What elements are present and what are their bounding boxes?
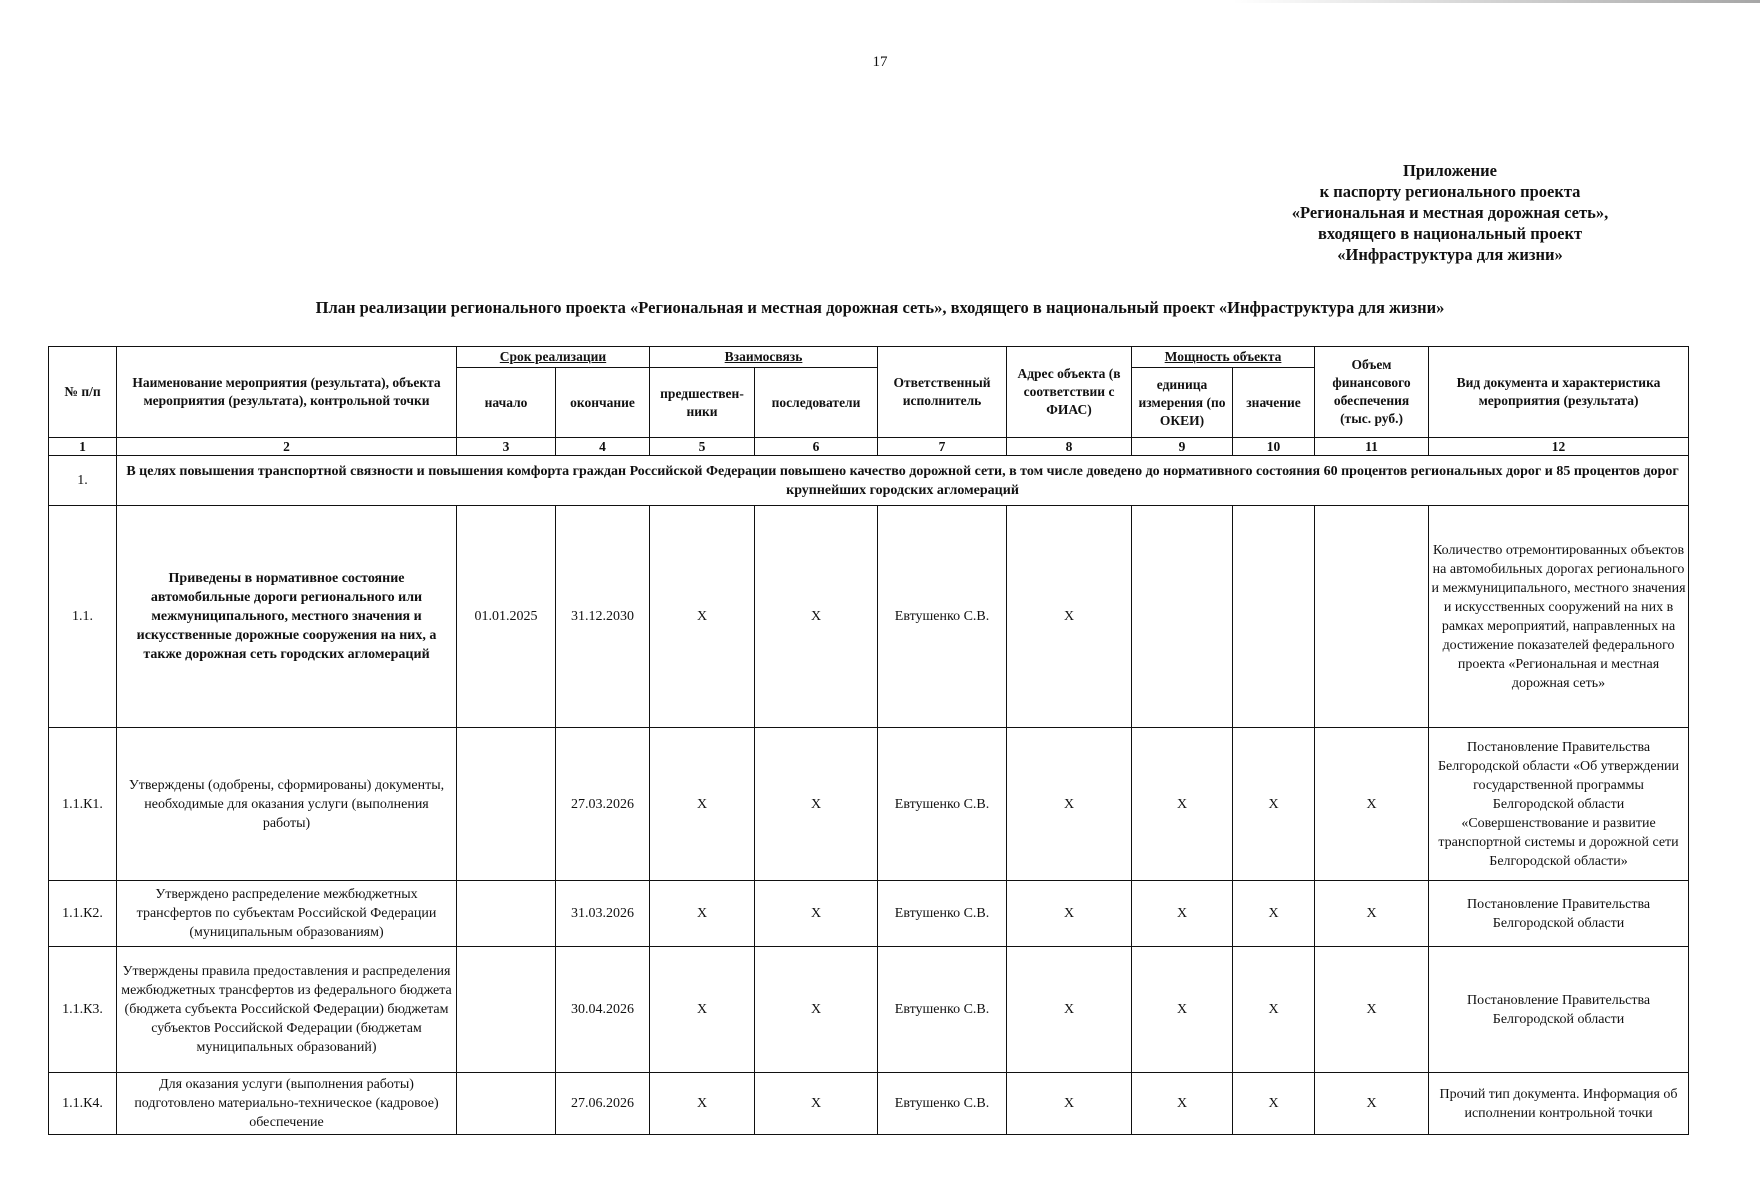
row-unit: X xyxy=(1132,947,1233,1073)
row-end: 30.04.2026 xyxy=(556,947,650,1073)
plan-table xyxy=(48,346,1689,1135)
page-number: 17 xyxy=(872,54,888,70)
column-number: 3 xyxy=(457,438,556,456)
header-predecessors: предшествен-ники xyxy=(650,368,755,438)
row-executor: Евтушенко С.В. xyxy=(878,506,1007,728)
column-number: 1 xyxy=(49,438,117,456)
row-predecessors: X xyxy=(650,881,755,947)
header-term: Срок реализации xyxy=(457,347,650,368)
header-doc: Вид документа и характеристика мероприятия (результата) xyxy=(1429,347,1689,438)
row-address: X xyxy=(1007,1073,1132,1135)
row-executor: Евтушенко С.В. xyxy=(878,947,1007,1073)
row-finance: X xyxy=(1315,947,1429,1073)
row-doc: Постановление Правительства Белгородской области xyxy=(1429,881,1689,947)
header-executor: Ответственный исполнитель xyxy=(878,347,1007,438)
row-predecessors: X xyxy=(650,506,755,728)
header-value: значение xyxy=(1233,368,1315,438)
row-unit: X xyxy=(1132,1073,1233,1135)
row-name: Приведены в нормативное состояние автомобильные дороги регионального или межмуниципального, местного значения и искусственные дорожные сооружения на них, а также дорожная сеть городских агломераций xyxy=(117,506,457,728)
header-address: Адрес объекта (в соответствии с ФИАС) xyxy=(1007,347,1132,438)
row-end: 31.03.2026 xyxy=(556,881,650,947)
row-doc: Постановление Правительства Белгородской области xyxy=(1429,947,1689,1073)
header-start: начало xyxy=(457,368,556,438)
header-relation: Взаимосвязь xyxy=(650,347,878,368)
appendix-heading xyxy=(1230,160,1670,265)
row-doc: Прочий тип документа. Информация об исполнении контрольной точки xyxy=(1429,1073,1689,1135)
row-num: 1.1.К1. xyxy=(49,728,117,881)
row-value: X xyxy=(1233,881,1315,947)
table-row xyxy=(49,1073,1689,1135)
header-successors: последователи xyxy=(755,368,878,438)
plan-title: План реализации регионального проекта «Региональная и местная дорожная сеть», входящего в национальный проект «Инфраструктура для жизни» xyxy=(315,298,1445,317)
table-row xyxy=(49,881,1689,947)
table-row xyxy=(49,506,1689,728)
column-number: 2 xyxy=(117,438,457,456)
row-start xyxy=(457,728,556,881)
row-start xyxy=(457,947,556,1073)
row-num: 1.1.К2. xyxy=(49,881,117,947)
row-num: 1.1.К4. xyxy=(49,1073,117,1135)
row-name: Для оказания услуги (выполнения работы) подготовлено материально-техническое (кадровое) обеспечение xyxy=(117,1073,457,1135)
row-finance xyxy=(1315,506,1429,728)
row-finance: X xyxy=(1315,881,1429,947)
goal-row xyxy=(49,456,1689,506)
appendix-line: входящего в национальный проект xyxy=(1317,224,1583,243)
column-number: 7 xyxy=(878,438,1007,456)
row-successors: X xyxy=(755,1073,878,1135)
table-row xyxy=(49,728,1689,881)
column-number: 10 xyxy=(1233,438,1315,456)
row-doc: Количество отремонтированных объектов на автомобильных дорогах регионального и межмуниципального, местного значения и искусственных сооружений на них в рамках мероприятий, направленных на достижение показателей федерального проекта «Региональная и местная дорожная сеть» xyxy=(1429,506,1689,728)
column-number-row xyxy=(49,438,1689,456)
column-number: 4 xyxy=(556,438,650,456)
row-value: X xyxy=(1233,947,1315,1073)
header-finance: Объем финансового обеспечения (тыс. руб.) xyxy=(1315,347,1429,438)
row-address: X xyxy=(1007,506,1132,728)
scan-edge xyxy=(0,0,1760,3)
row-finance: X xyxy=(1315,728,1429,881)
appendix-line: «Инфраструктура для жизни» xyxy=(1337,245,1563,264)
row-successors: X xyxy=(755,728,878,881)
row-name: Утверждены правила предоставления и распределения межбюджетных трансфертов из федерального бюджета (бюджета субъекта Российской Федерации) бюджетам субъектов Российской Федерации (бюджетам муниципальных образований) xyxy=(117,947,457,1073)
row-unit: X xyxy=(1132,728,1233,881)
row-value: X xyxy=(1233,728,1315,881)
row-predecessors: X xyxy=(650,1073,755,1135)
goal-num: 1. xyxy=(49,456,117,506)
row-doc: Постановление Правительства Белгородской области «Об утверждении государственной программы Белгородской области «Совершенствование и развитие транспортной системы и дорожной сети Белгородской области» xyxy=(1429,728,1689,881)
row-predecessors: X xyxy=(650,947,755,1073)
row-end: 27.06.2026 xyxy=(556,1073,650,1135)
row-name: Утверждены (одобрены, сформированы) документы, необходимые для оказания услуги (выполнения работы) xyxy=(117,728,457,881)
column-number: 9 xyxy=(1132,438,1233,456)
row-num: 1.1.К3. xyxy=(49,947,117,1073)
column-number: 8 xyxy=(1007,438,1132,456)
row-successors: X xyxy=(755,947,878,1073)
row-executor: Евтушенко С.В. xyxy=(878,728,1007,881)
row-value: X xyxy=(1233,1073,1315,1135)
row-start xyxy=(457,1073,556,1135)
row-start xyxy=(457,881,556,947)
header-end: окончание xyxy=(556,368,650,438)
appendix-line: Приложение xyxy=(1402,161,1498,180)
row-value xyxy=(1233,506,1315,728)
table-row xyxy=(49,947,1689,1073)
row-successors: X xyxy=(755,881,878,947)
row-address: X xyxy=(1007,881,1132,947)
column-number: 6 xyxy=(755,438,878,456)
appendix-line: «Региональная и местная дорожная сеть», xyxy=(1291,203,1609,222)
column-number: 11 xyxy=(1315,438,1429,456)
row-end: 27.03.2026 xyxy=(556,728,650,881)
header-name: Наименование мероприятия (результата), объекта мероприятия (результата), контрольной точки xyxy=(117,347,457,438)
appendix-line: к паспорту регионального проекта xyxy=(1319,182,1581,201)
row-address: X xyxy=(1007,728,1132,881)
row-executor: Евтушенко С.В. xyxy=(878,881,1007,947)
header-num: № п/п xyxy=(49,347,117,438)
row-executor: Евтушенко С.В. xyxy=(878,1073,1007,1135)
row-start: 01.01.2025 xyxy=(457,506,556,728)
goal-text: В целях повышения транспортной связности и повышения комфорта граждан Российской Федерации повышено качество дорожной сети, в том числе доведено до нормативного состояния 60 процентов региональных дорог и 85 процентов дорог крупнейших городских агломераций xyxy=(117,456,1689,506)
row-unit: X xyxy=(1132,881,1233,947)
row-num: 1.1. xyxy=(49,506,117,728)
row-unit xyxy=(1132,506,1233,728)
row-name: Утверждено распределение межбюджетных трансфертов по субъектам Российской Федерации (муниципальным образованиям) xyxy=(117,881,457,947)
column-number: 12 xyxy=(1429,438,1689,456)
row-predecessors: X xyxy=(650,728,755,881)
row-successors: X xyxy=(755,506,878,728)
column-number: 5 xyxy=(650,438,755,456)
header-capacity: Мощность объекта xyxy=(1132,347,1315,368)
row-finance: X xyxy=(1315,1073,1429,1135)
row-end: 31.12.2030 xyxy=(556,506,650,728)
header-unit: единица измерения (по ОКЕИ) xyxy=(1132,368,1233,438)
row-address: X xyxy=(1007,947,1132,1073)
